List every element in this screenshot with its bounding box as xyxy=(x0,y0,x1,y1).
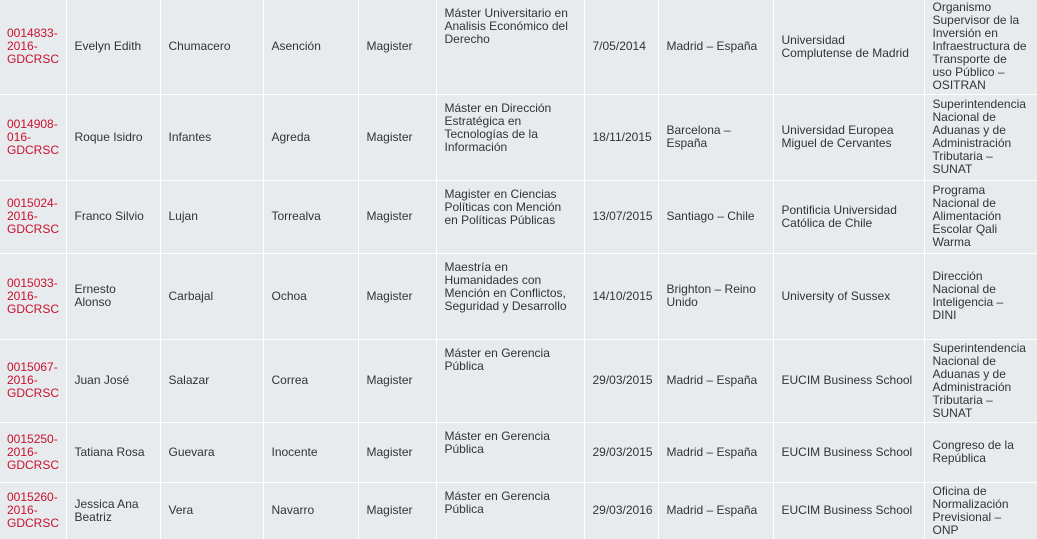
maternal-surname-cell: Correa xyxy=(263,339,358,422)
first-names-cell: Tatiana Rosa xyxy=(66,422,160,482)
university-cell: Universidad Europea Miguel de Cervantes xyxy=(773,94,924,180)
first-names-cell: Ernesto Alonso xyxy=(66,253,160,339)
program-cell: Máster en Gerencia Pública xyxy=(436,339,584,422)
institution-cell: Congreso de la República xyxy=(924,422,1037,482)
maternal-surname-cell: Torrealva xyxy=(263,180,358,253)
degree-cell: Magister xyxy=(358,482,436,539)
degree-cell: Magister xyxy=(358,422,436,482)
paternal-surname-cell: Infantes xyxy=(160,94,263,180)
paternal-surname-cell: Salazar xyxy=(160,339,263,422)
date-cell: 29/03/2015 xyxy=(584,339,658,422)
resolution-code-link[interactable]: 0014908-016-GDCRSC xyxy=(0,94,66,180)
university-cell: EUCIM Business School xyxy=(773,482,924,539)
degree-cell: Magister xyxy=(358,180,436,253)
location-cell: Madrid – España xyxy=(658,0,773,94)
degree-cell: Magister xyxy=(358,339,436,422)
location-cell: Barcelona – España xyxy=(658,94,773,180)
paternal-surname-cell: Chumacero xyxy=(160,0,263,94)
resolution-code-link[interactable]: 0015250-2016-GDCRSC xyxy=(0,422,66,482)
table-row xyxy=(0,482,1037,539)
resolution-code-link[interactable]: 0014833-2016-GDCRSC xyxy=(0,0,66,94)
date-cell: 14/10/2015 xyxy=(584,253,658,339)
location-cell: Madrid – España xyxy=(658,422,773,482)
maternal-surname-cell: Navarro xyxy=(263,482,358,539)
university-cell: Pontificia Universidad Católica de Chile xyxy=(773,180,924,253)
location-cell: Brighton – Reino Unido xyxy=(658,253,773,339)
first-names-cell: Roque Isidro xyxy=(66,94,160,180)
resolution-code-link[interactable]: 0015024-2016-GDCRSC xyxy=(0,180,66,253)
table-row xyxy=(0,422,1037,482)
table-row xyxy=(0,94,1037,180)
university-cell: Universidad Complutense de Madrid xyxy=(773,0,924,94)
date-cell: 18/11/2015 xyxy=(584,94,658,180)
program-cell: Máster en Gerencia Pública xyxy=(436,422,584,482)
institution-cell: Programa Nacional de Alimentación Escolar Qali Warma xyxy=(924,180,1037,253)
degree-cell: Magister xyxy=(358,253,436,339)
university-cell: University of Sussex xyxy=(773,253,924,339)
program-cell: Maestría en Humanidades con Mención en Conflictos, Seguridad y Desarrollo xyxy=(436,253,584,339)
table-row xyxy=(0,339,1037,422)
university-cell: EUCIM Business School xyxy=(773,422,924,482)
location-cell: Santiago – Chile xyxy=(658,180,773,253)
degree-cell: Magister xyxy=(358,0,436,94)
institution-cell: Dirección Nacional de Inteligencia – DINI xyxy=(924,253,1037,339)
resolution-code-link[interactable]: 0015067-2016-GDCRSC xyxy=(0,339,66,422)
resolution-code-link[interactable]: 0015260-2016-GDCRSC xyxy=(0,482,66,539)
institution-cell: Superintendencia Nacional de Aduanas y de Administración Tributaria – SUNAT xyxy=(924,94,1037,180)
program-cell: Máster en Gerencia Pública xyxy=(436,482,584,539)
table-row xyxy=(0,0,1037,94)
table-row xyxy=(0,180,1037,253)
university-cell: EUCIM Business School xyxy=(773,339,924,422)
first-names-cell: Evelyn Edith xyxy=(66,0,160,94)
first-names-cell: Juan José xyxy=(66,339,160,422)
first-names-cell: Franco Silvio xyxy=(66,180,160,253)
paternal-surname-cell: Carbajal xyxy=(160,253,263,339)
program-cell: Máster Universitario en Analisis Económico del Derecho xyxy=(436,0,584,94)
maternal-surname-cell: Ochoa xyxy=(263,253,358,339)
maternal-surname-cell: Inocente xyxy=(263,422,358,482)
date-cell: 13/07/2015 xyxy=(584,180,658,253)
institution-cell: Organismo Supervisor de la Inversión en Infraestructura de Transporte de uso Público – OSITRAN xyxy=(924,0,1037,94)
location-cell: Madrid – España xyxy=(658,339,773,422)
paternal-surname-cell: Lujan xyxy=(160,180,263,253)
maternal-surname-cell: Agreda xyxy=(263,94,358,180)
institution-cell: Oficina de Normalización Previsional – ONP xyxy=(924,482,1037,539)
date-cell: 29/03/2015 xyxy=(584,422,658,482)
program-cell: Máster en Dirección Estratégica en Tecnologías de la Información xyxy=(436,94,584,180)
paternal-surname-cell: Vera xyxy=(160,482,263,539)
resolution-code-link[interactable]: 0015033-2016-GDCRSC xyxy=(0,253,66,339)
institution-cell: Superintendencia Nacional de Aduanas y de Administración Tributaria – SUNAT xyxy=(924,339,1037,422)
program-cell: Magister en Ciencias Políticas con Mención en Políticas Públicas xyxy=(436,180,584,253)
first-names-cell: Jessica Ana Beatriz xyxy=(66,482,160,539)
paternal-surname-cell: Guevara xyxy=(160,422,263,482)
maternal-surname-cell: Asención xyxy=(263,0,358,94)
date-cell: 7/05/2014 xyxy=(584,0,658,94)
location-cell: Madrid – España xyxy=(658,482,773,539)
table-row xyxy=(0,253,1037,339)
degree-cell: Magister xyxy=(358,94,436,180)
date-cell: 29/03/2016 xyxy=(584,482,658,539)
